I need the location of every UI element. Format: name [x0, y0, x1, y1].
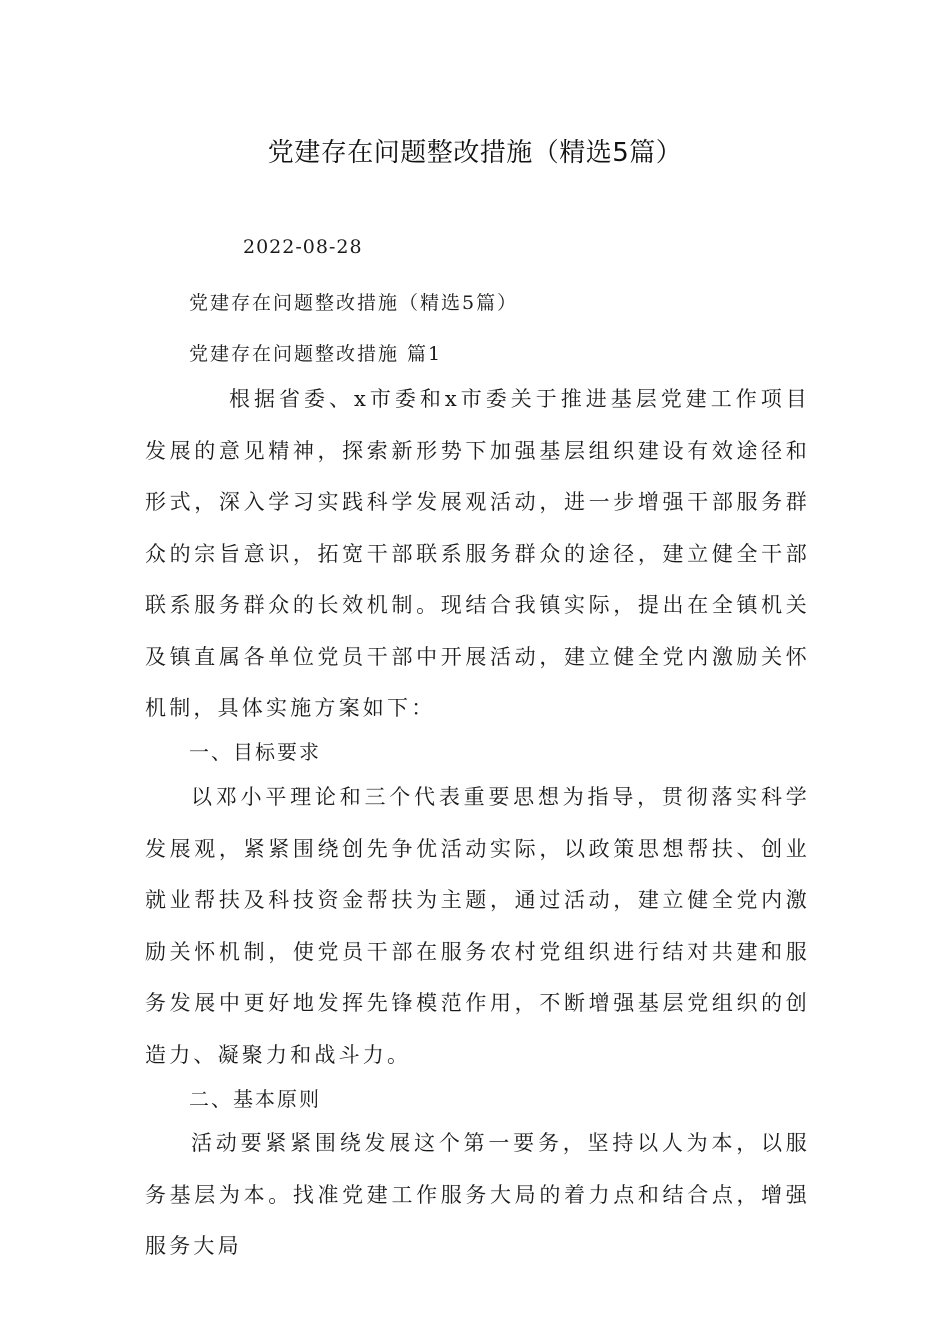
section-heading-goals: 一、目标要求	[189, 740, 321, 764]
paragraph-intro	[145, 374, 810, 735]
paragraph-principles	[145, 1118, 810, 1273]
paragraph-text: 根据省委、x市委和x市委关于推进基层党建工作项目发展的意见精神，探索新形势下加强基层组织建设有效途径和形式，深入学习实践科学发展观活动，进一步增强干部服务群众的宗旨意识，拓宽干部联系服务群众的途径，建立健全干部联系服务群众的长效机制。现结合我镇实际，提出在全镇机关及镇直属各单位党员干部中开展活动，建立健全党内激励关怀机制，具体实施方案如下：	[145, 387, 810, 720]
document-title: 党建存在问题整改措施（精选5篇）	[267, 138, 683, 168]
section-heading-principles: 二、基本原则	[189, 1087, 321, 1111]
document-subtitle: 党建存在问题整改措施（精选5篇）	[189, 292, 519, 314]
paragraph-goals	[145, 772, 810, 1081]
document-date: 2022-08-28	[243, 236, 363, 258]
part-heading: 党建存在问题整改措施 篇1	[189, 343, 443, 365]
paragraph-text: 以邓小平理论和三个代表重要思想为指导，贯彻落实科学发展观，紧紧围绕创先争优活动实际，以政策思想帮扶、创业就业帮扶及科技资金帮扶为主题，通过活动，建立健全党内激励关怀机制，使党员干部在服务农村党组织进行结对共建和服务发展中更好地发挥先锋模范作用，不断增强基层党组织的创造力、凝聚力和战斗力。	[145, 785, 810, 1067]
paragraph-text: 活动要紧紧围绕发展这个第一要务，坚持以人为本，以服务基层为本。找准党建工作服务大局的着力点和结合点，增强服务大局	[145, 1131, 810, 1258]
